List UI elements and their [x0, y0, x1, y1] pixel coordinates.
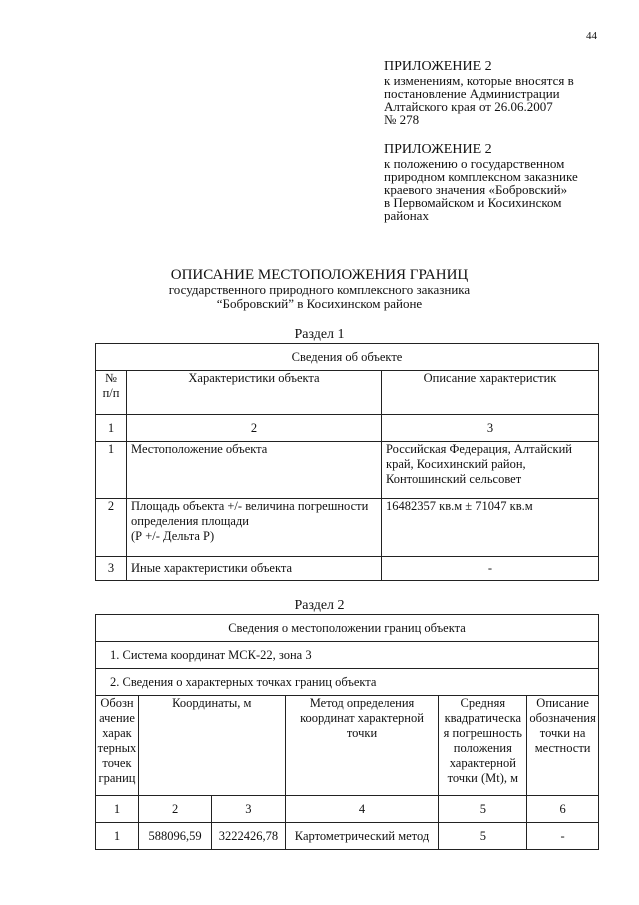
index-cell: 6 — [527, 796, 599, 823]
row-char: Иные характеристики объекта — [127, 557, 382, 581]
point-description: - — [527, 823, 599, 850]
header-descr: Описание обозначения точки на местности — [527, 696, 599, 796]
row-num: 3 — [96, 557, 127, 581]
table-row — [96, 499, 599, 557]
row-num: 1 — [96, 442, 127, 499]
index-cell: 1 — [96, 415, 127, 442]
row-char: Местоположение объекта — [127, 442, 382, 499]
index-cell: 2 — [127, 415, 382, 442]
appendix-block-1 — [384, 60, 574, 126]
header-point: Обозн ачение харак терных точек границ — [96, 696, 139, 796]
appendix-line: Алтайского края от 26.06.2007 — [384, 99, 553, 114]
table-title: Сведения об объекте — [96, 344, 599, 371]
object-info-table — [95, 343, 599, 581]
coord-system-line: 1. Система координат МСК-22, зона 3 — [96, 642, 599, 669]
title-line: “Бобровский” в Косихинском районе — [216, 296, 423, 311]
appendix-line: в Первомайском и Косихинском — [384, 195, 562, 210]
appendix-line: к положению о государственном — [384, 156, 565, 171]
title-line: государственного природного комплексного заказника — [168, 282, 471, 297]
index-cell: 2 — [138, 796, 211, 823]
row-desc: - — [382, 557, 599, 581]
table-row — [96, 823, 599, 850]
table-row — [96, 557, 599, 581]
row-desc: Российская Федерация, Алтайский край, Косихинский район, Контошинский сельсовет — [382, 442, 599, 499]
section1-label: Раздел 1 — [294, 327, 345, 342]
row-num: 2 — [96, 499, 127, 557]
header-error: Средняя квадратическа я погрешность положения характерной точки (Mt), м — [439, 696, 527, 796]
index-cell: 3 — [212, 796, 285, 823]
appendix-heading: ПРИЛОЖЕНИЕ 2 — [384, 59, 492, 74]
error-value: 5 — [439, 823, 527, 850]
points-info-line: 2. Сведения о характерных точках границ объекта — [96, 669, 599, 696]
index-cell: 1 — [96, 796, 139, 823]
appendix-line: № 278 — [384, 112, 420, 127]
appendix-line: краевого значения «Бобровский» — [384, 182, 568, 197]
header-method: Метод определения координат характерной точки — [285, 696, 439, 796]
header-num: № п/п — [96, 371, 127, 415]
appendix-line: к изменениям, которые вносятся в — [384, 73, 574, 88]
appendix-line: постановление Администрации — [384, 86, 560, 101]
coord-y: 3222426,78 — [212, 823, 285, 850]
index-cell: 4 — [285, 796, 439, 823]
header-description: Описание характеристик — [382, 371, 599, 415]
row-char: Площадь объекта +/- величина погрешности определения площади (Р +/- Дельта Р) — [127, 499, 382, 557]
point-id: 1 — [96, 823, 139, 850]
header-coordinates: Координаты, м — [138, 696, 285, 796]
index-cell: 5 — [439, 796, 527, 823]
index-cell: 3 — [382, 415, 599, 442]
table-title: Сведения о местоположении границ объекта — [96, 615, 599, 642]
appendix-line: природном комплексном заказнике — [384, 169, 578, 184]
header-characteristics: Характеристики объекта — [127, 371, 382, 415]
page-number: 44 — [586, 30, 597, 42]
coord-x: 588096,59 — [138, 823, 211, 850]
appendix-line: районах — [384, 208, 429, 223]
document-title — [0, 268, 639, 311]
row-desc: 16482357 кв.м ± 71047 кв.м — [382, 499, 599, 557]
appendix-heading: ПРИЛОЖЕНИЕ 2 — [384, 142, 492, 157]
table-row — [96, 442, 599, 499]
boundary-table — [95, 614, 599, 850]
method: Картометрический метод — [285, 823, 439, 850]
title-heading: ОПИСАНИЕ МЕСТОПОЛОЖЕНИЯ ГРАНИЦ — [170, 267, 469, 283]
appendix-block-2 — [384, 143, 578, 222]
section2-label: Раздел 2 — [294, 598, 345, 613]
